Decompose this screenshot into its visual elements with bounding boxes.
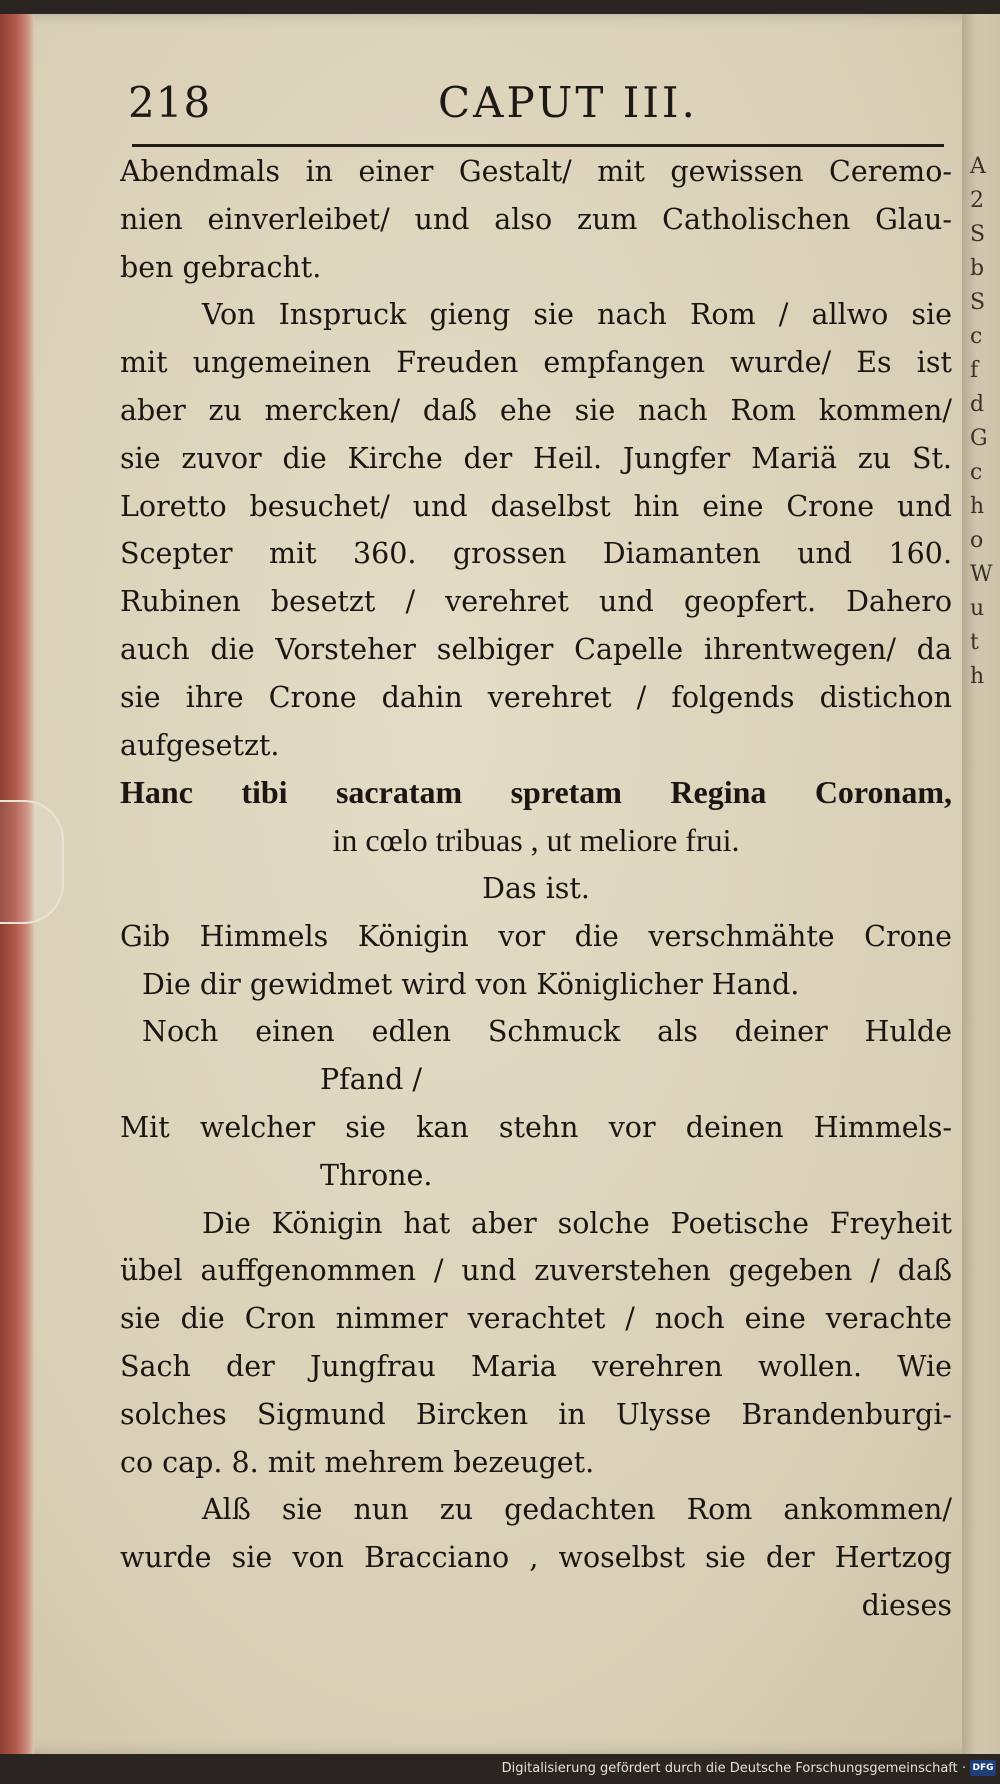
facing-letter: A	[970, 154, 986, 179]
text-line: aber zu mercken/ daß ehe sie nach Rom kommen/	[120, 393, 952, 427]
facing-page-letters	[970, 150, 998, 694]
facing-letter: h	[970, 494, 985, 519]
latin-distich-line: Hanc tibi sacratam spretam Regina Coronam,	[120, 774, 952, 811]
page-header	[0, 78, 1000, 138]
verse-line: Noch einen edlen Schmuck als deiner Hulde	[142, 1015, 952, 1049]
text-line: sie die Cron nimmer verachtet / noch eine verachte	[120, 1302, 952, 1336]
facing-letter: o	[970, 528, 984, 553]
text-line: co cap. 8. mit mehrem bezeuget.	[120, 1445, 595, 1479]
catchword: dieses	[861, 1588, 952, 1622]
text-line: Die Königin hat aber solche Poetische Freyheit	[202, 1206, 952, 1240]
body-text	[120, 148, 952, 1630]
facing-letter: t	[970, 630, 979, 655]
text-line: wurde sie von Bracciano , woselbst sie der Hertzog	[120, 1541, 952, 1575]
facing-letter: c	[970, 324, 983, 349]
text-line: übel auffgenommen / und zuverstehen gegeben / daß	[120, 1254, 952, 1288]
text-line: Rubinen besetzt / verehret und geopfert. Dahero	[120, 585, 952, 619]
verse-line: Gib Himmels Königin vor die verschmähte Crone	[120, 919, 952, 953]
facing-letter: c	[970, 460, 983, 485]
verse-line: Pfand /	[320, 1063, 422, 1097]
text-line: solches Sigmund Bircken in Ulysse Brandenburgi-	[120, 1397, 952, 1431]
text-line: Loretto besuchet/ und daselbst hin eine Crone und	[120, 489, 952, 523]
translation-heading: Das ist.	[482, 871, 590, 905]
text-line: Sach der Jungfrau Maria verehren wollen. Wie	[120, 1349, 952, 1383]
latin-distich-line: in cœlo tribuas , ut meliore frui.	[332, 822, 740, 859]
text-line: Abendmals in einer Gestalt/ mit gewissen Ceremo-	[120, 155, 952, 188]
text-line: mit ungemeinen Freuden empfangen wurde/ Es ist	[120, 346, 952, 380]
facing-letter: u	[970, 596, 985, 621]
text-line: Von Inspruck gieng sie nach Rom / allwo sie	[202, 298, 952, 332]
page-number: 218	[128, 78, 212, 127]
facing-letter: h	[970, 664, 985, 689]
facing-letter: S	[970, 290, 986, 315]
text-line: sie ihre Crone dahin verehret / folgends distichon	[120, 680, 952, 714]
text-line: Alß sie nun zu gedachten Rom ankommen/	[202, 1493, 952, 1527]
facing-letter: W	[970, 562, 993, 587]
facing-letter: G	[970, 426, 988, 451]
running-head: CAPUT III.	[438, 78, 698, 127]
text-line: auch die Vorsteher selbiger Capelle ihrentwegen/ da	[120, 632, 952, 666]
digitization-footer	[0, 1756, 1000, 1784]
text-line: ben gebracht.	[120, 250, 322, 284]
facing-letter: 2	[970, 188, 984, 213]
text-line: aufgesetzt.	[120, 728, 280, 762]
verse-line: Mit welcher sie kan stehn vor deinen Himmels-	[120, 1110, 952, 1144]
text-line: sie zuvor die Kirche der Heil. Jungfer Mariä zu St.	[120, 441, 952, 475]
dfg-logo-icon: DFG	[970, 1760, 996, 1776]
facing-letter: f	[970, 358, 979, 383]
facing-letter: d	[970, 392, 985, 417]
header-rule	[132, 144, 944, 147]
page-clip	[0, 800, 64, 924]
text-line: Scepter mit 360. grossen Diamanten und 160.	[120, 537, 952, 571]
verse-line: Die dir gewidmet wird von Königlicher Hand.	[142, 967, 800, 1001]
text-line: nien einverleibet/ und also zum Catholischen Glau-	[120, 202, 952, 236]
footer-credit: Digitalisierung gefördert durch die Deutsche Forschungsgemeinschaft ·	[501, 1761, 966, 1776]
facing-letter: b	[970, 256, 985, 281]
facing-letter: S	[970, 222, 986, 247]
verse-line: Throne.	[320, 1158, 433, 1192]
